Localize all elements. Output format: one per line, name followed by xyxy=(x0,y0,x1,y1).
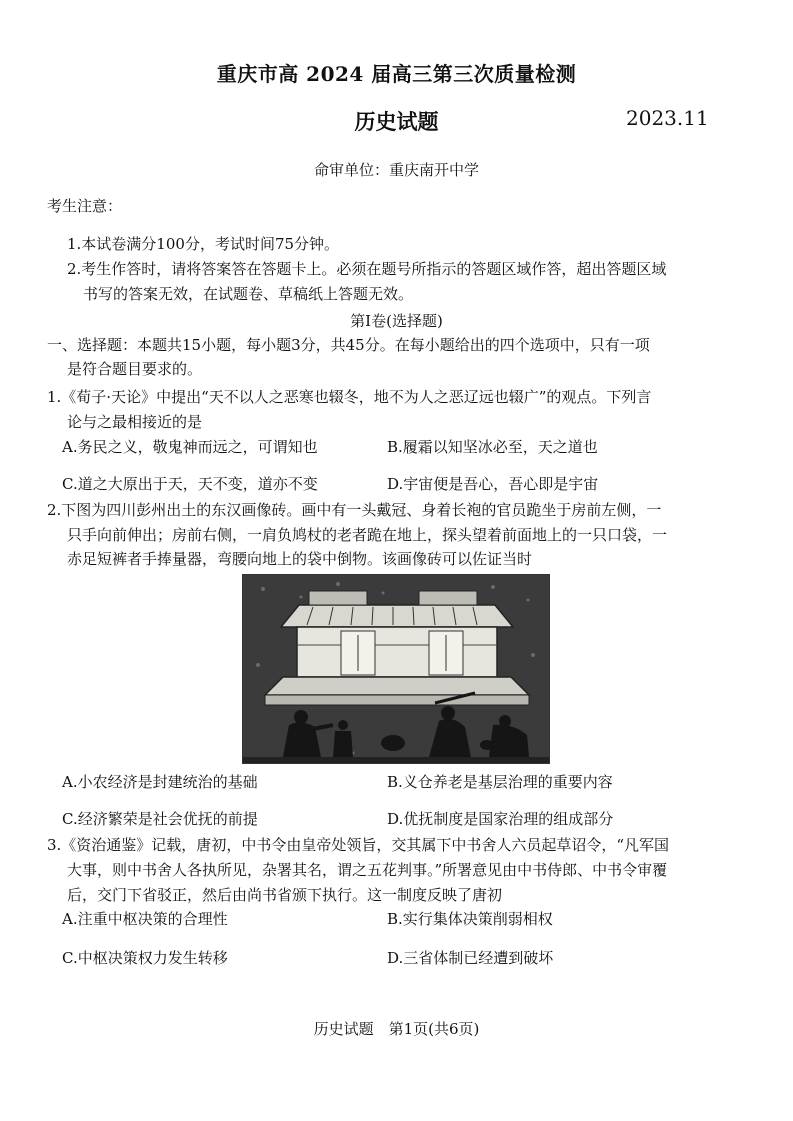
page-footer: 历史试题 第1页(共6页) xyxy=(313,1020,480,1038)
q3-stem-3: 后，交门下省驳正，然后由尚书省颁下执行。这一制度反映了唐初 xyxy=(67,886,503,904)
exam-unit: 命审单位：重庆南开中学 xyxy=(313,161,479,179)
section-intro-2: 是符合题目要求的。 xyxy=(67,360,203,378)
q1-option-a[interactable]: A.务民之义，敬鬼神而远之，可谓知也 xyxy=(62,438,318,456)
q2-option-d[interactable]: D.优抚制度是国家治理的组成部分 xyxy=(387,810,614,828)
q1-option-d[interactable]: D.宇宙便是吾心，吾心即是宇宙 xyxy=(387,475,599,493)
notice-item-1: 1.本试卷满分100分，考试时间75分钟。 xyxy=(67,235,340,253)
q1-option-c[interactable]: C.道之大原出于天，天不变，道亦不变 xyxy=(62,475,318,493)
notice-item-2: 2.考生作答时，请将答案答在答题卡上。必须在题号所指示的答题区域作答，超出答题区域 xyxy=(67,260,667,278)
q1-stem-1: 1.《荀子·天论》中提出“天不以人之恶寒也辍冬，地不为人之恶辽远也辍广”的观点。下列言 xyxy=(47,388,652,406)
section-title: 第Ⅰ卷(选择题) xyxy=(350,312,443,330)
q3-option-d[interactable]: D.三省体制已经遭到破坏 xyxy=(387,949,554,967)
q2-stem-1: 2.下图为四川彭州出土的东汉画像砖。画中有一头戴冠、身着长袍的官员跪坐于房前左侧，一 xyxy=(47,501,662,519)
subject-title: 历史试题 xyxy=(354,109,439,134)
notice-item-2-cont: 书写的答案无效，在试题卷、草稿纸上答题无效。 xyxy=(83,285,414,303)
han-brick-image xyxy=(242,574,550,764)
q3-option-a[interactable]: A.注重中枢决策的合理性 xyxy=(62,910,228,928)
q3-option-b[interactable]: B.实行集体决策削弱相权 xyxy=(387,910,553,928)
q2-option-c[interactable]: C.经济繁荣是社会优抚的前提 xyxy=(62,810,258,828)
q3-stem-1: 3.《资治通鉴》记载，唐初，中书令由皇帝处领旨，交其属下中书舍人六员起草诏令，“凡军国 xyxy=(47,836,669,854)
q3-stem-2: 大事，则中书舍人各执所见，杂署其名，谓之五花判事。”所署意见由中书侍郎、中书令审覆 xyxy=(67,861,668,879)
q2-option-a[interactable]: A.小农经济是封建统治的基础 xyxy=(62,773,258,791)
q1-option-b[interactable]: B.履霜以知坚冰必至，天之道也 xyxy=(387,438,598,456)
q2-option-b[interactable]: B.义仓养老是基层治理的重要内容 xyxy=(387,773,613,791)
section-intro-1: 一、选择题：本题共15小题，每小题3分，共45分。在每小题给出的四个选项中，只有一项 xyxy=(47,336,650,354)
q2-stem-2: 只手向前伸出；房前右侧，一肩负鸠杖的老者跪在地上，探头望着前面地上的一只口袋，一 xyxy=(67,526,668,544)
exam-title: 重庆市高 2024 届高三第三次质量检测 xyxy=(216,62,577,86)
notice-heading: 考生注意： xyxy=(47,197,123,215)
q3-option-c[interactable]: C.中枢决策权力发生转移 xyxy=(62,949,228,967)
exam-date: 2023.11 xyxy=(626,106,709,130)
q2-stem-3: 赤足短裤者手捧量器，弯腰向地上的袋中倒物。该画像砖可以佐证当时 xyxy=(67,550,533,568)
q1-stem-2: 论与之最相接近的是 xyxy=(67,413,203,431)
